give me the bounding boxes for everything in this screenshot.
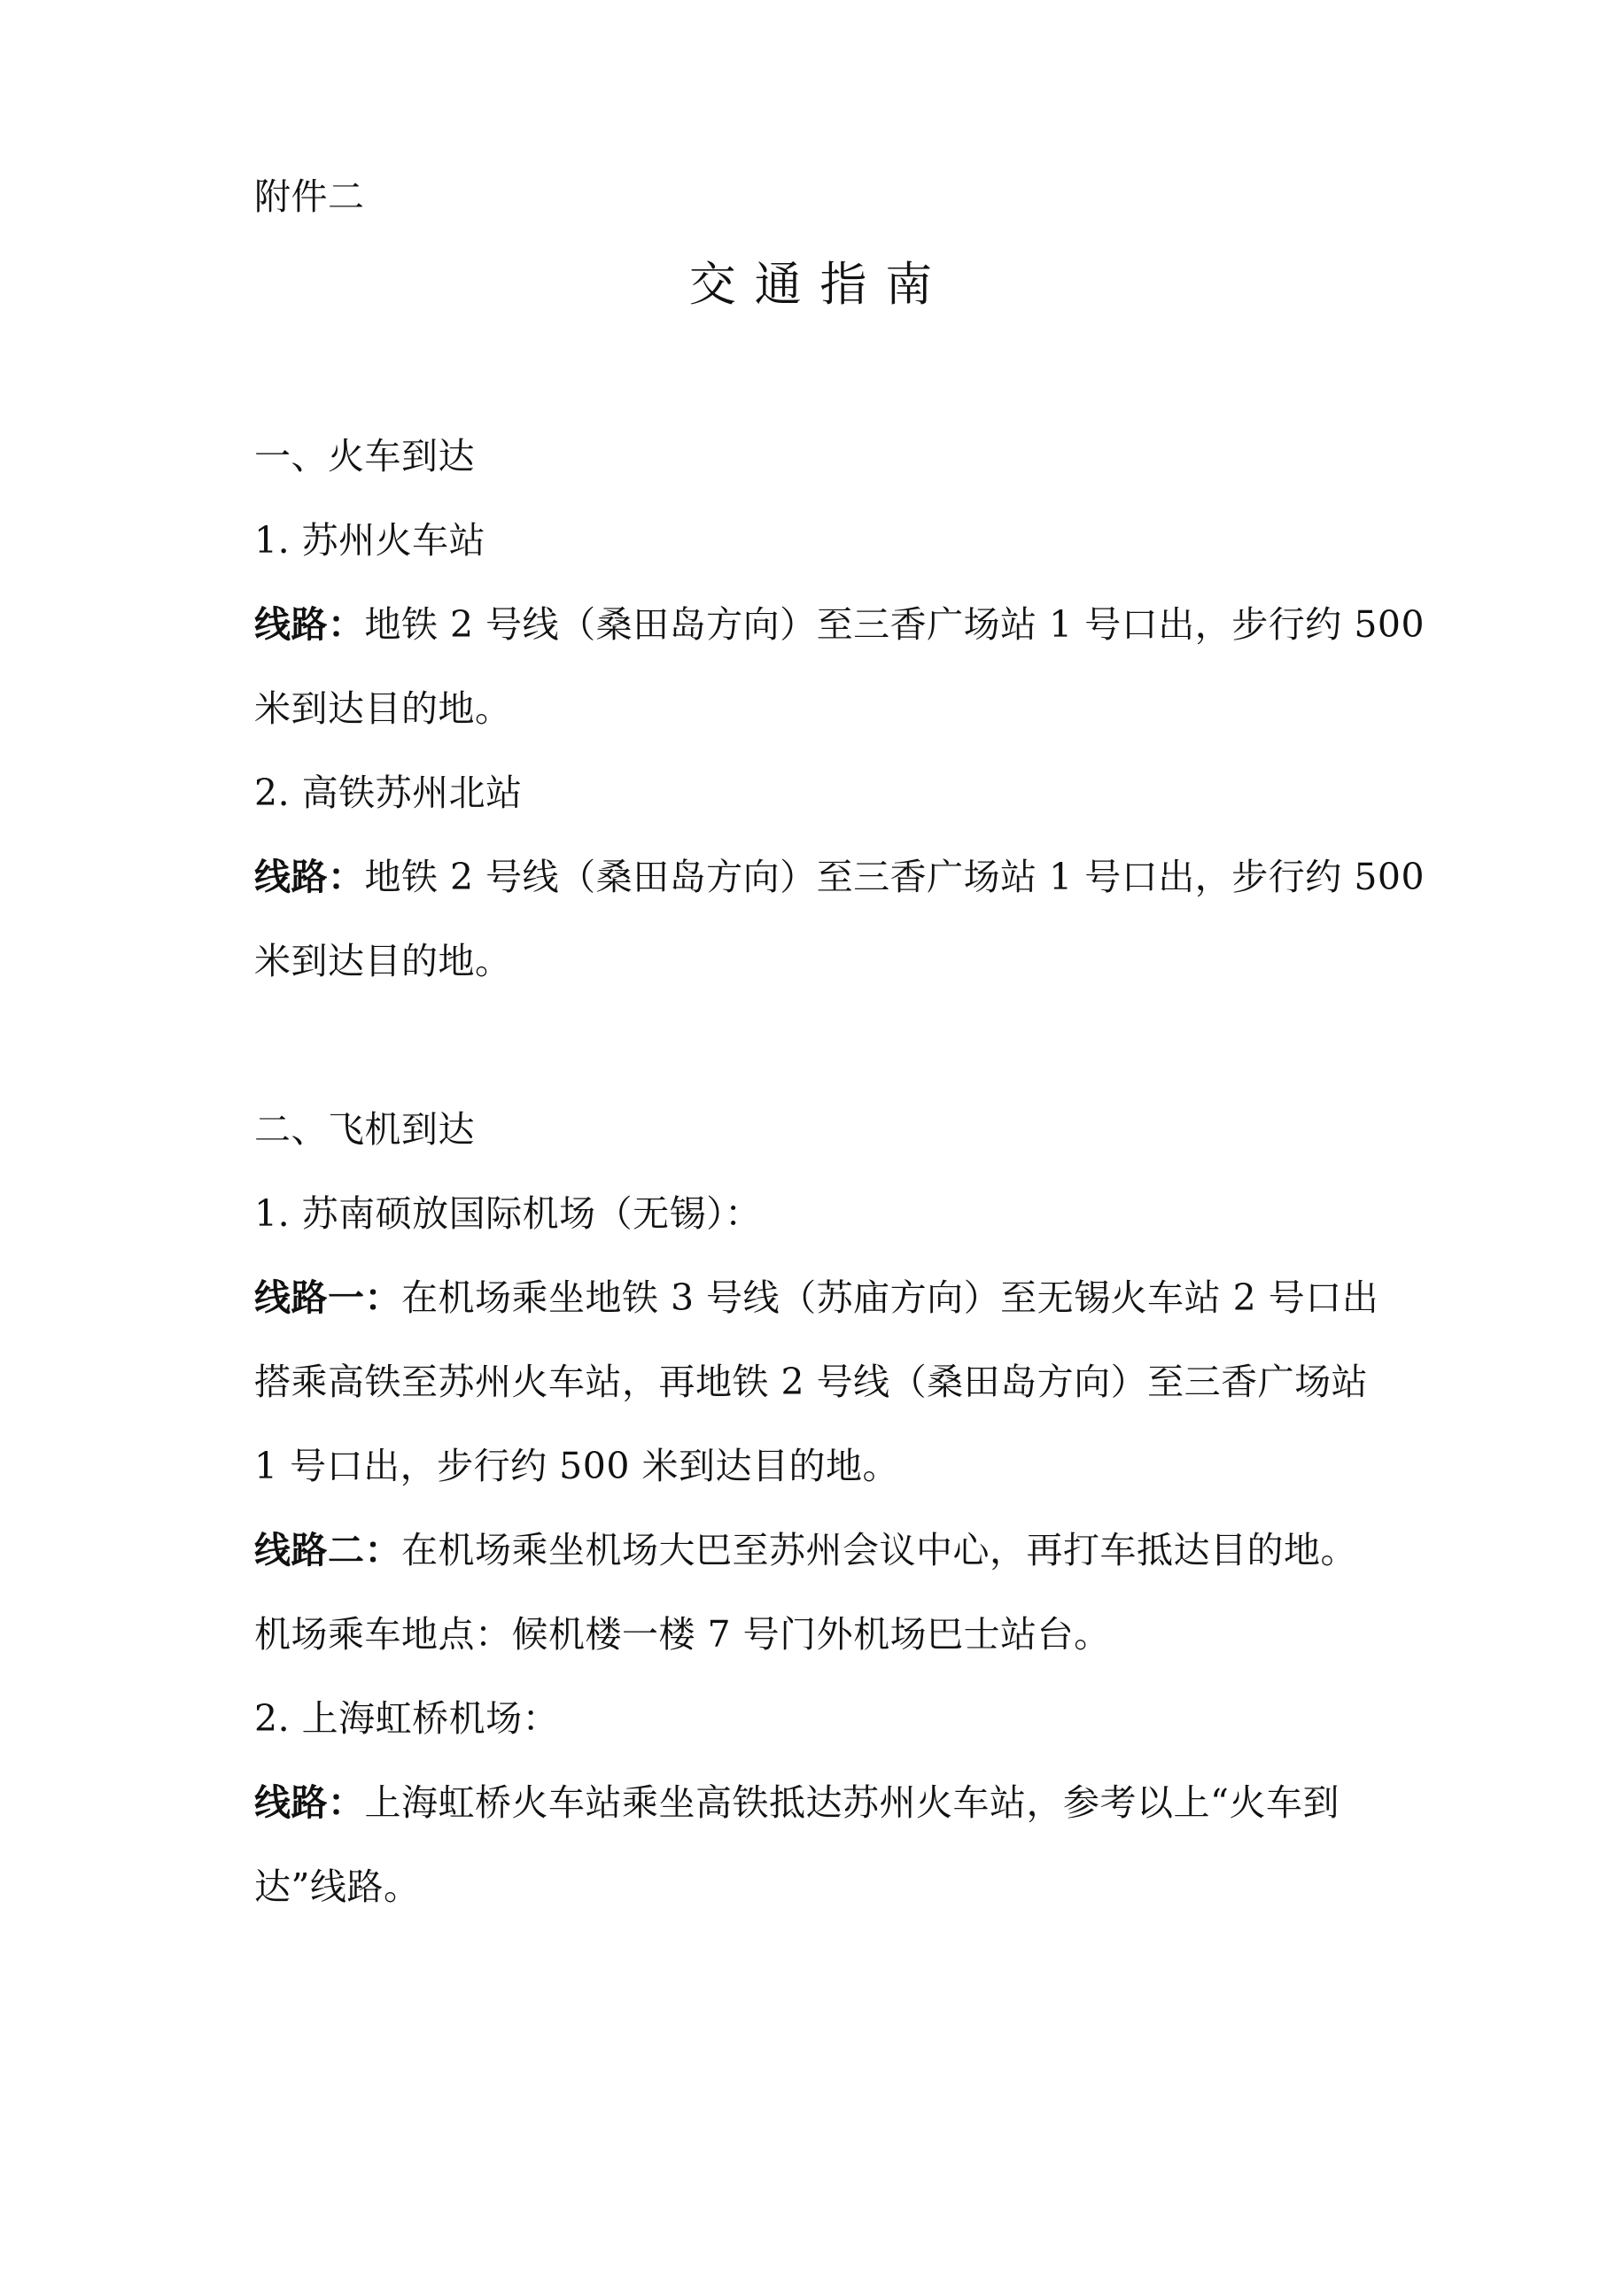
route-label: 线路： [254, 603, 365, 646]
route-label: 线路： [254, 1781, 365, 1824]
train-item-2-route-cont: 米到达目的地。 [254, 940, 512, 982]
plane-item-1-route-1-cont: 搭乘高铁至苏州火车站，再地铁 2 号线（桑田岛方向）至三香广场站 [254, 1361, 1369, 1403]
plane-item-1-route-1 [254, 1271, 1406, 1324]
plane-item-1-route-1-cont2: 1 号口出，步行约 500 米到达目的地。 [254, 1445, 899, 1487]
plane-item-2-route [254, 1776, 1406, 1829]
route-label: 线路二： [254, 1529, 401, 1571]
route-text: 在机场乘坐地铁 3 号线（苏庙方向）至无锡火车站 2 号口出 [401, 1276, 1379, 1319]
route-text: 地铁 2 号线（桑田岛方向）至三香广场站 1 号口出，步行约 500 [364, 603, 1425, 646]
plane-item-1-pickup-location: 机场乘车地点：候机楼一楼 7 号门外机场巴士站台。 [254, 1613, 1111, 1656]
train-item-1-route-cont: 米到达目的地。 [254, 687, 512, 730]
route-text: 地铁 2 号线（桑田岛方向）至三香广场站 1 号口出，步行约 500 [364, 856, 1425, 898]
plane-item-2-name: 2. 上海虹桥机场： [254, 1697, 560, 1740]
route-text: 上海虹桥火车站乘坐高铁抵达苏州火车站，参考以上“火车到 [364, 1781, 1340, 1824]
section-heading-plane: 二、飞机到达 [254, 1108, 475, 1151]
plane-item-1-name: 1. 苏南硕放国际机场（无锡）： [254, 1192, 762, 1235]
plane-item-2-route-cont: 达”线路。 [254, 1866, 421, 1908]
plane-item-1-route-2 [254, 1524, 1406, 1577]
attachment-label: 附件二 [254, 175, 365, 218]
train-item-1-route [254, 598, 1425, 651]
page-title: 交 通 指 南 [688, 258, 935, 312]
route-label: 线路： [254, 856, 365, 898]
train-item-1-name: 1. 苏州火车站 [254, 519, 486, 562]
section-heading-train: 一、火车到达 [254, 435, 475, 477]
train-item-2-name: 2. 高铁苏州北站 [254, 772, 523, 814]
train-item-2-route [254, 850, 1425, 904]
route-label: 线路一： [254, 1276, 401, 1319]
route-text: 在机场乘坐机场大巴至苏州会议中心，再打车抵达目的地。 [401, 1529, 1357, 1571]
